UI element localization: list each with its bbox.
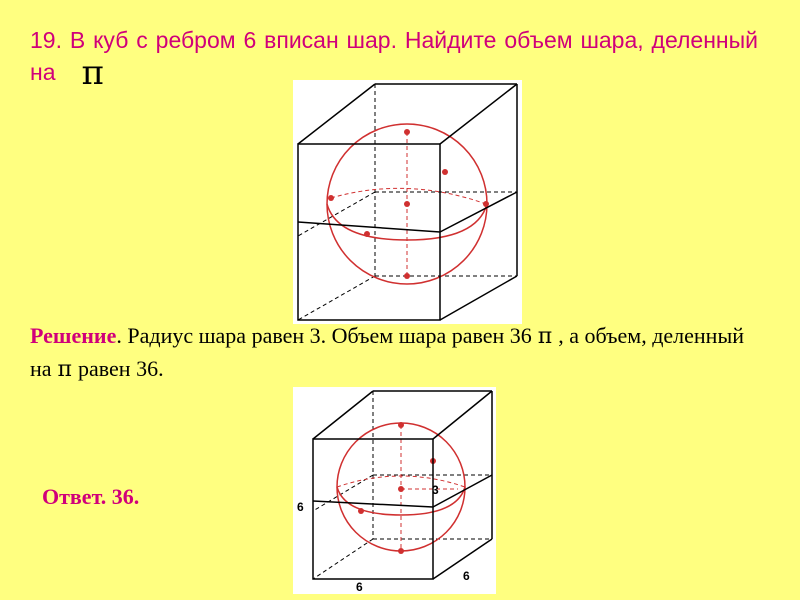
radius-label: 3	[432, 483, 439, 497]
depth-label: 6	[463, 569, 470, 583]
height-label: 6	[297, 500, 304, 514]
solution-part2: , а объем, деленный на	[30, 323, 745, 381]
pi-symbol: π	[81, 53, 104, 93]
pi-symbol-2: π	[57, 357, 73, 382]
labeled-cube-figure	[293, 387, 496, 594]
solution-part3: равен 36.	[78, 356, 164, 381]
solution-heading: Решение	[30, 323, 117, 348]
solution-part1: . Радиус шара равен 3. Объем шара равен 36	[116, 323, 532, 348]
pi-symbol-1: π	[537, 324, 553, 349]
cube-sphere-figure	[293, 80, 522, 324]
answer-text: Ответ. 36.	[42, 484, 140, 509]
width-label: 6	[356, 580, 363, 594]
problem-text: 19. В куб с ребром 6 вписан шар. Найдите объем шара, деленный на	[30, 27, 758, 85]
solution-text	[30, 320, 790, 386]
